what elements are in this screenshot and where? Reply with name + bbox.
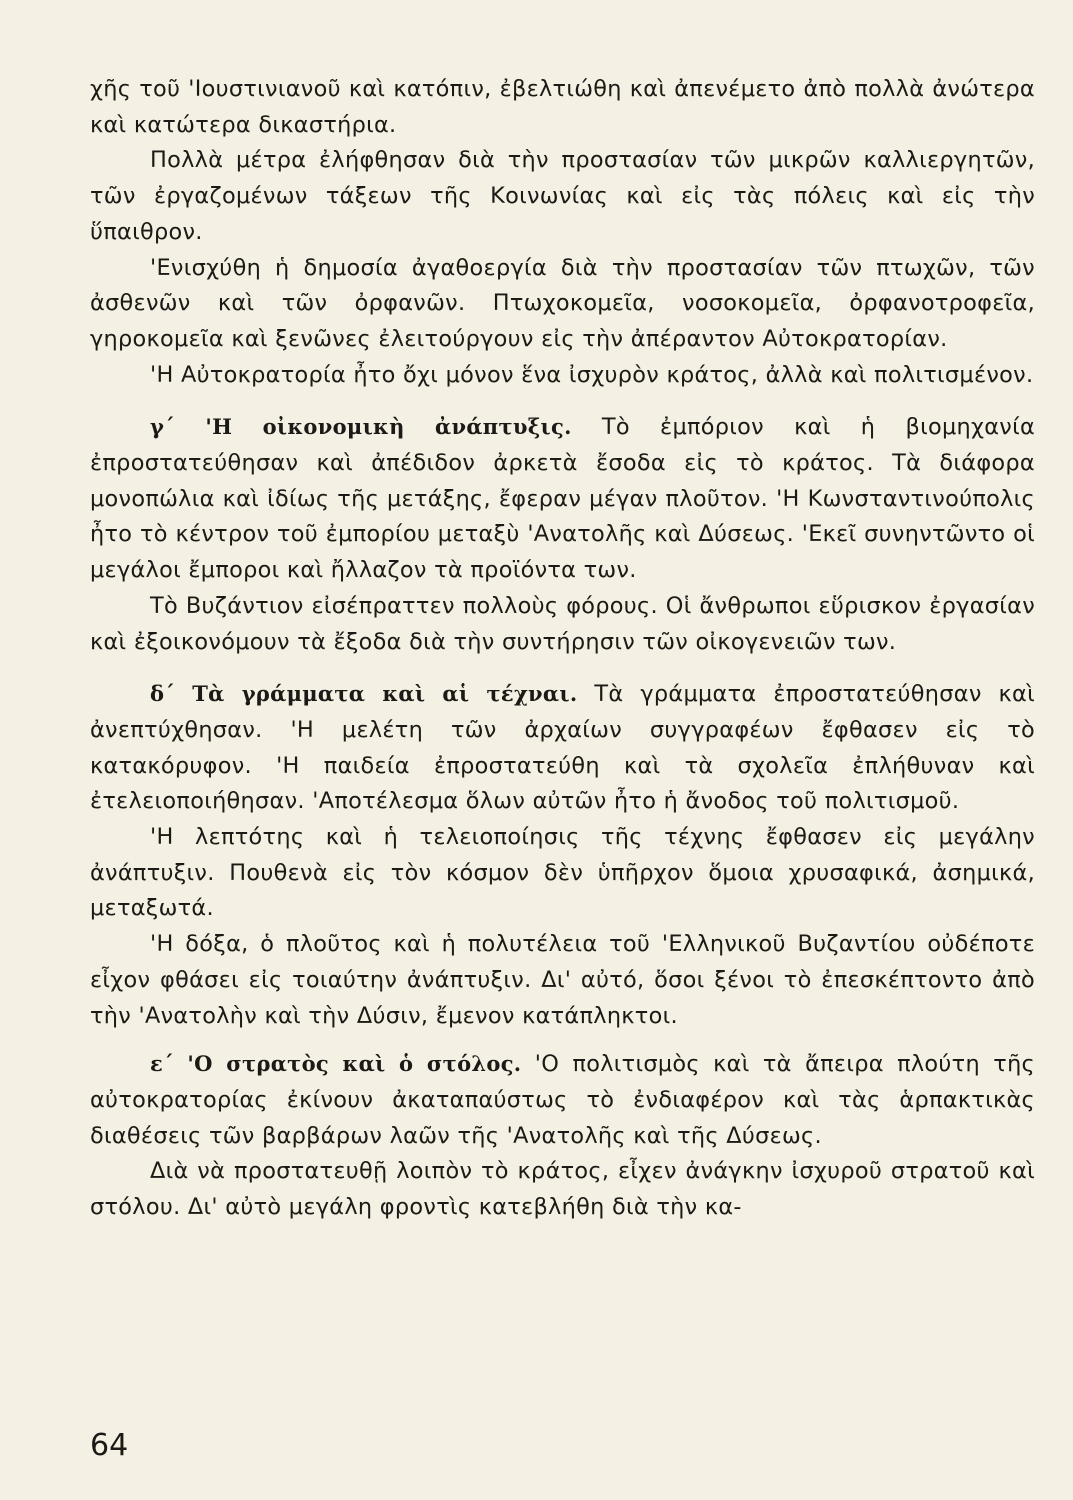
paragraph: Πολλὰ μέτρα ἐλήφθησαν διὰ τὴν προστασίαν τῶν μικρῶν καλλιεργητῶν, τῶν ἐργαζομένων τάξεων τῆς Κοινωνίας καὶ εἰς τὰς πόλεις καὶ εἰς τὴν ὕπαιθρον. [90, 147, 1035, 245]
section-heading: δ΄ Τὰ γράμματα καὶ αἱ τέχναι. [150, 681, 578, 707]
paragraph: 'Η Αὐτοκρατορία ἦτο ὄχι μόνον ἕνα ἰσχυρὸν κράτος, ἀλλὰ καὶ πολιτισμένον. [150, 361, 1034, 388]
paragraph: Διὰ νὰ προστατευθῇ λοιπὸν τὸ κράτος, εἶχεν ἀνάγκην ἰσχυροῦ στρατοῦ καὶ στόλου. Δι' αὐτὸ μεγάλη φροντὶς κατεβλήθη διὰ τὴν κα- [90, 1158, 1035, 1221]
section-delta [90, 676, 1035, 820]
section-heading: ε΄ 'Ο στρατὸς καὶ ὁ στόλος. [150, 1051, 522, 1077]
section-heading: γ΄ 'Η οἰκονομικὴ ἀνάπτυξις. [150, 414, 572, 440]
section-text: 'Ο πολιτισμὸς καὶ τὰ ἄπειρα πλούτη τῆς αὐτοκρατορίας ἐκίνουν ἀκαταπαύστως τὸ ἐνδιαφέρον καὶ τὰς ἁρπακτικὰς διαθέσεις τῶν βαρβάρων λαῶν τῆς 'Ανατολῆς καὶ τῆς Δύσεως. [90, 1051, 1035, 1149]
body-text [90, 72, 1035, 1226]
paragraph: 'Η δόξα, ὁ πλοῦτος καὶ ἡ πολυτέλεια τοῦ 'Ελληνικοῦ Βυζαντίου οὐδέποτε εἶχον φθάσει εἰς τοιαύτην ἀνάπτυξιν. Δι' αὐτό, ὅσοι ξένοι τὸ ἐπεσκέπτοντο ἀπὸ τὴν 'Ανατολὴν καὶ τὴν Δύσιν, ἔμενον κατάπληκτοι. [90, 931, 1035, 1029]
section-epsilon [90, 1046, 1035, 1154]
section-text: Τὸ ἐμπόριον καὶ ἡ βιομηχανία ἐπροστατεύθησαν καὶ ἀπέδιδον ἀρκετὰ ἔσοδα εἰς τὸ κράτος. Τὰ διάφορα μονοπώλια καὶ ἰδίως τῆς μετάξης, ἔφεραν μέγαν πλοῦτον. 'Η Κωνσταντινούπολις ἦτο τὸ κέντρον τοῦ ἐμπορίου μεταξὺ 'Ανατολῆς καὶ Δύσεως. 'Εκεῖ συνηντῶντο οἱ μεγάλοι ἔμποροι καὶ ἤλλαζον τὰ προϊόντα των. [90, 414, 1036, 584]
section-text: Τὰ γράμματα ἐπροστατεύθησαν καὶ ἀνεπτύχθησαν. 'Η μελέτη τῶν ἀρχαίων συγγραφέων ἔφθασεν εἰς τὸ κατακόρυφον. 'Η παιδεία ἐπροστατεύθη καὶ τὰ σχολεῖα ἐπλήθυναν καὶ ἐτελειοποιήθησαν. 'Αποτέλεσμα ὅλων αὐτῶν ἦτο ἡ ἄνοδος τοῦ πολιτισμοῦ. [90, 681, 1035, 815]
paragraph: Τὸ Βυζάντιον εἰσέπραττεν πολλοὺς φόρους. Οἱ ἄνθρωποι εὕρισκον ἐργασίαν καὶ ἐξοικονόμουν τὰ ἔξοδα διὰ τὴν συντήρησιν τῶν οἰκογενειῶν των. [90, 592, 1035, 655]
paragraph: 'Ενισχύθη ἡ δημοσία ἀγαθοεργία διὰ τὴν προστασίαν τῶν πτωχῶν, τῶν ἀσθενῶν καὶ τῶν ὀρφανῶν. Πτωχοκομεῖα, νοσοκομεῖα, ὀρφανοτροφεῖα, γηροκομεῖα καὶ ξενῶνες ἐλειτούργουν εἰς τὴν ἀπέραντον Αὐτοκρατορίαν. [90, 254, 1035, 352]
section-gamma [90, 409, 1035, 589]
paragraph: 'Η λεπτότης καὶ ἡ τελειοποίησις τῆς τέχνης ἔφθασεν εἰς μεγάλην ἀνάπτυξιν. Πουθενὰ εἰς τὸν κόσμον δὲν ὑπῆρχον ὅμοια χρυσαφικά, ἀσημικά, μεταξωτά. [90, 824, 1035, 922]
paragraph: χῆς τοῦ 'Ιουστινιανοῦ καὶ κατόπιν, ἐβελτιώθη καὶ ἀπενέμετο ἀπὸ πολλὰ ἀνώτερα καὶ κατώτερα δικαστήρια. [90, 76, 1035, 138]
page-number: 64 [90, 1428, 129, 1463]
